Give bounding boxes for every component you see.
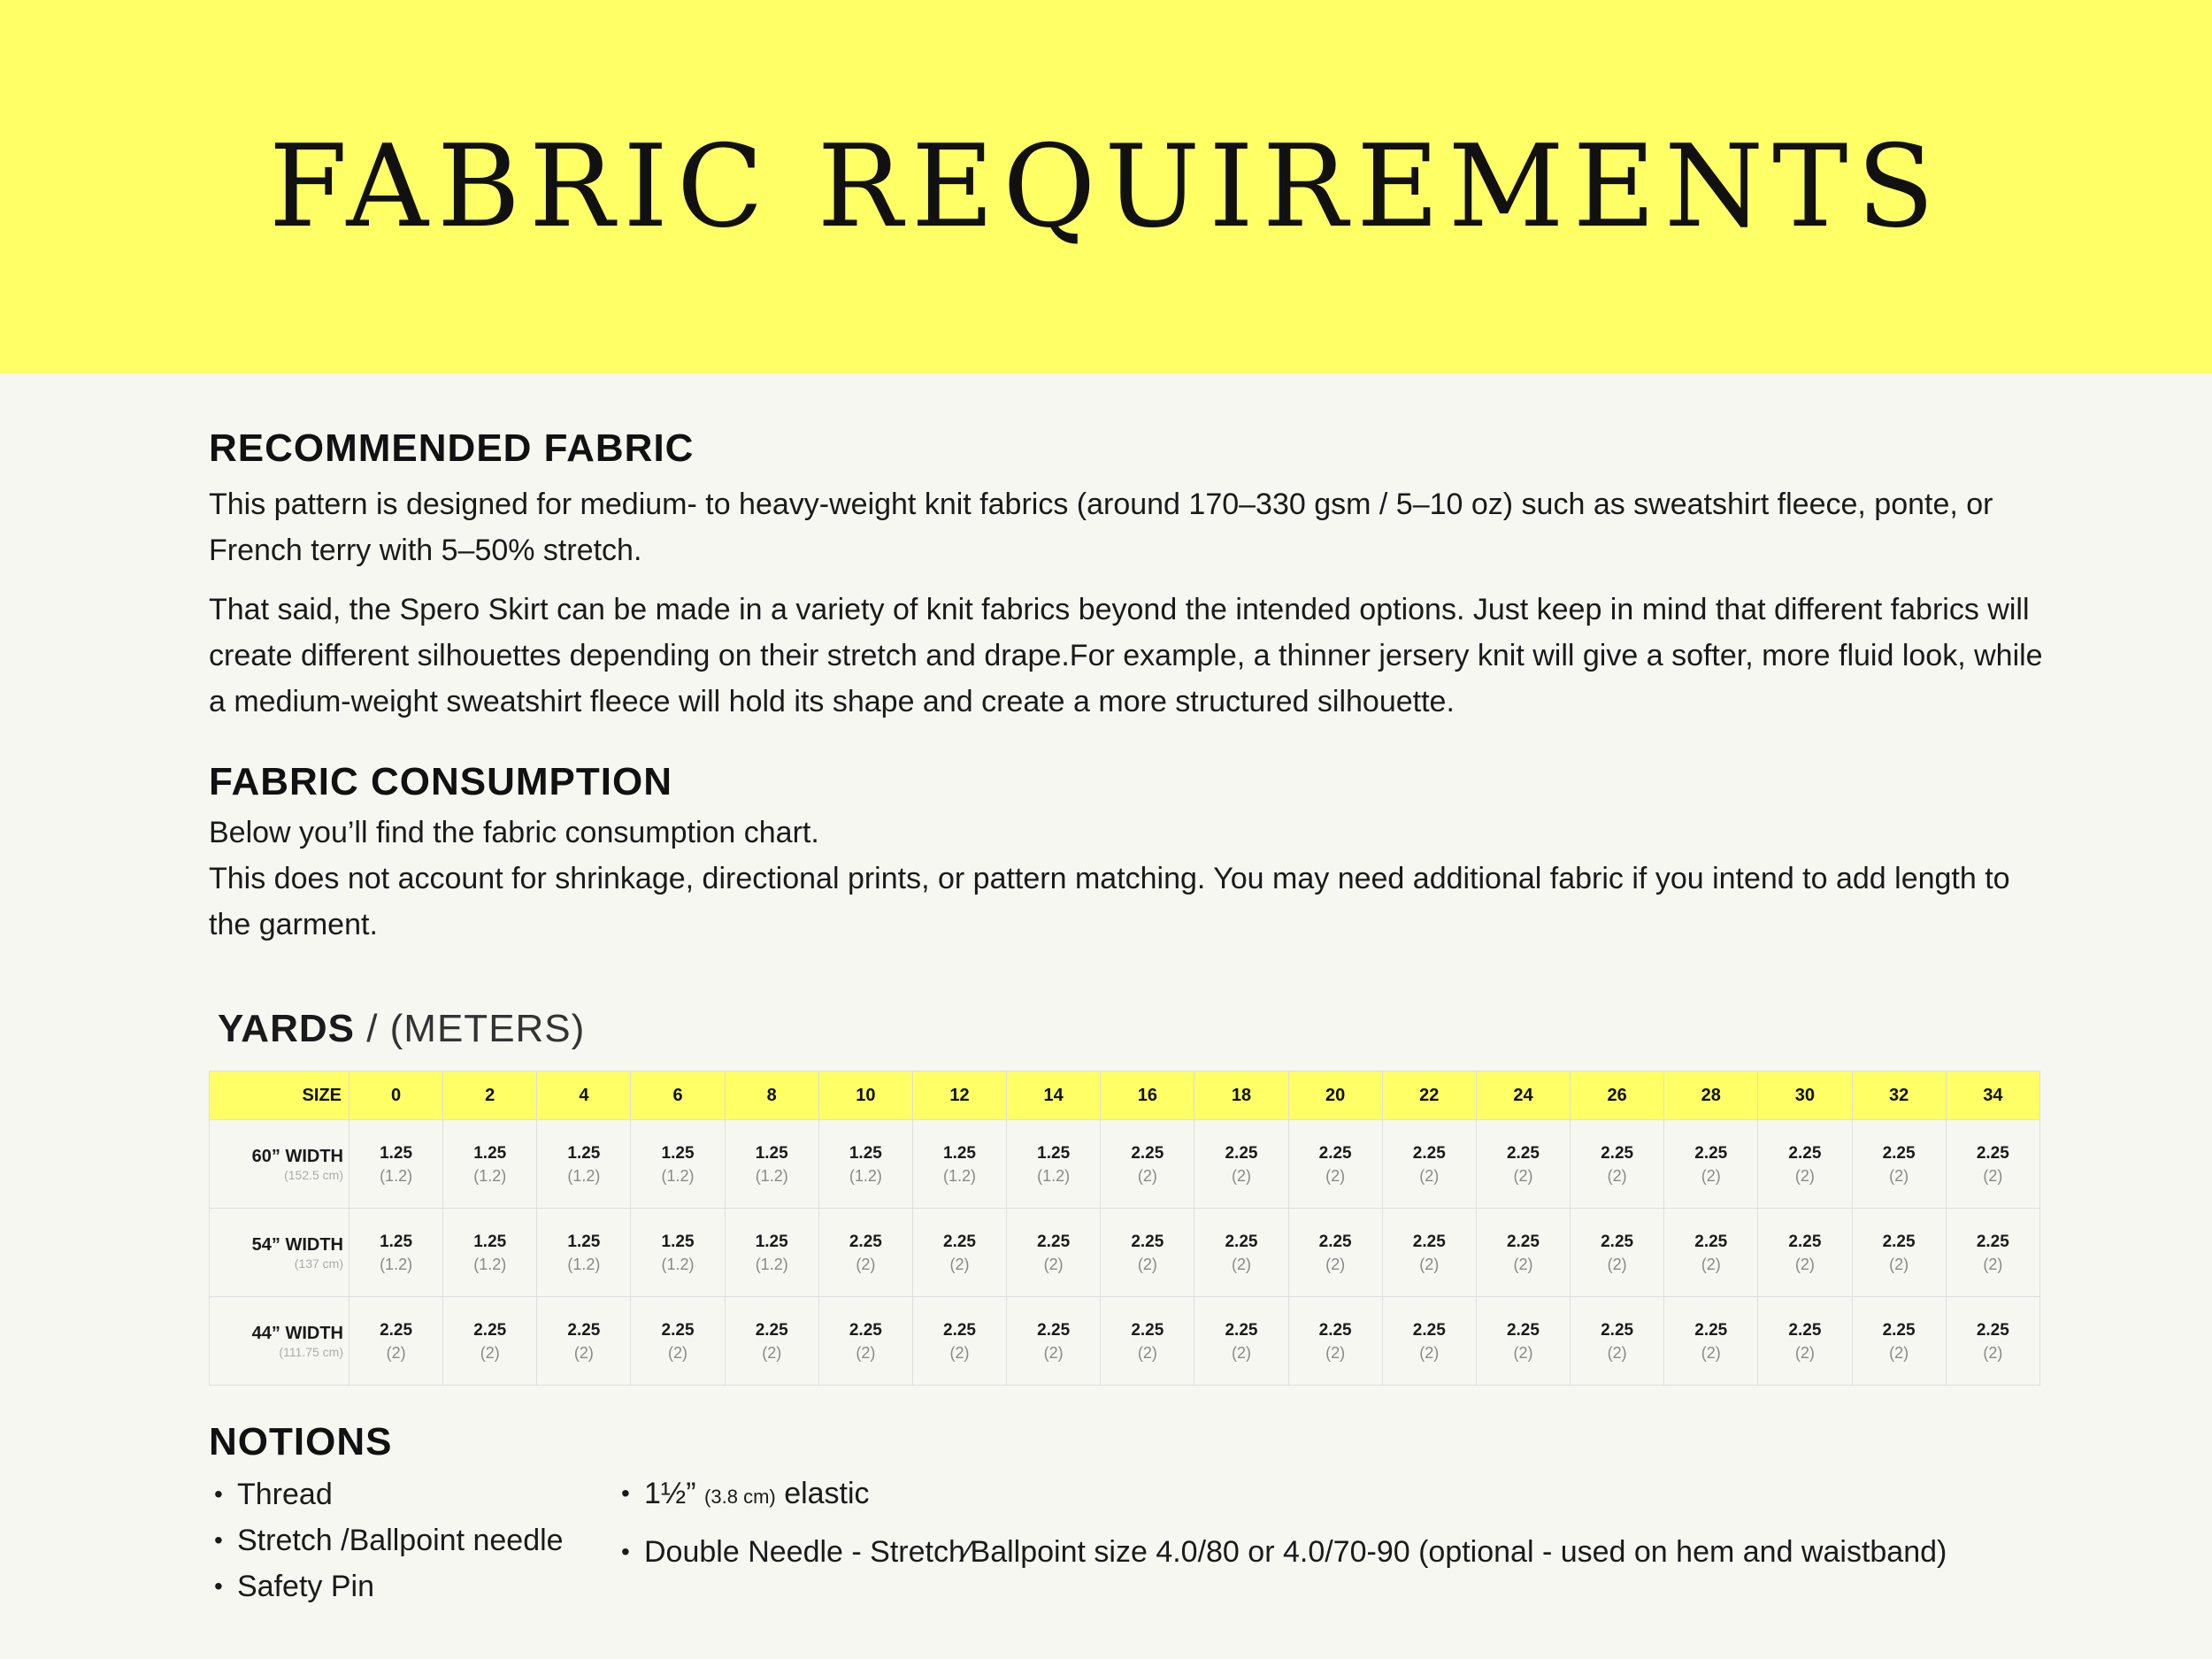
table-cell — [912, 1120, 1006, 1209]
table-cell — [725, 1120, 818, 1209]
width-label: 60” WIDTH — [251, 1146, 343, 1166]
table-cell — [1288, 1297, 1382, 1386]
size-column-header: 32 — [1852, 1071, 1946, 1120]
row-label — [210, 1297, 349, 1386]
notions-heading: NOTIONS — [209, 1420, 393, 1463]
chart-heading-meters: / (METERS) — [354, 1007, 586, 1050]
yards-value: 2.25 — [1601, 1320, 1634, 1340]
recommended-fabric-section — [209, 426, 2049, 725]
meters-value: (2) — [1983, 1343, 2003, 1362]
meters-value: (1.2) — [849, 1166, 882, 1185]
table-cell — [1946, 1297, 2039, 1386]
size-column-header: 6 — [631, 1071, 725, 1120]
yards-value: 2.25 — [1976, 1232, 2009, 1251]
table-cell — [818, 1120, 912, 1209]
yards-value: 1.25 — [473, 1143, 507, 1163]
yards-value: 2.25 — [1694, 1232, 1728, 1251]
table-cell — [1194, 1297, 1288, 1386]
meters-value: (1.2) — [943, 1166, 977, 1185]
meters-value: (1.2) — [473, 1255, 507, 1273]
consumption-line-2: This does not account for shrinkage, directional prints, or pattern matching. You may need additional fabric if you intend to add length to the garment. — [209, 862, 2010, 941]
table-cell — [537, 1209, 631, 1297]
size-header: SIZE — [210, 1071, 349, 1120]
elastic-size: 1½” — [644, 1477, 696, 1510]
table-cell — [1852, 1297, 1946, 1386]
size-column-header: 18 — [1194, 1071, 1288, 1120]
table-row — [210, 1297, 2040, 1386]
meters-value: (2) — [1983, 1166, 2003, 1185]
meters-value: (2) — [1794, 1166, 1815, 1185]
meters-value: (2) — [386, 1343, 406, 1362]
table-cell — [349, 1120, 443, 1209]
meters-value: (2) — [1419, 1255, 1440, 1273]
yards-value: 1.25 — [567, 1232, 601, 1251]
meters-value: (2) — [1607, 1166, 1627, 1185]
table-cell — [1476, 1209, 1570, 1297]
notions-section — [209, 1420, 2067, 1609]
yards-value: 2.25 — [473, 1320, 507, 1340]
table-cell — [1476, 1297, 1570, 1386]
table-cell — [1007, 1209, 1101, 1297]
meters-value: (2) — [1889, 1255, 1909, 1273]
yards-value: 2.25 — [1131, 1232, 1164, 1251]
yards-value: 1.25 — [473, 1232, 507, 1251]
width-label: 54” WIDTH — [251, 1234, 343, 1255]
meters-value: (2) — [1513, 1166, 1533, 1185]
notions-left-column — [209, 1471, 616, 1609]
fabric-consumption-heading: FABRIC CONSUMPTION — [209, 760, 672, 803]
table-row — [210, 1209, 2040, 1297]
table-cell — [1194, 1120, 1288, 1209]
yards-value: 1.25 — [567, 1143, 601, 1163]
size-column-header: 12 — [912, 1071, 1006, 1120]
size-column-header: 28 — [1664, 1071, 1758, 1120]
meters-value: (1.2) — [567, 1166, 601, 1185]
yards-value: 2.25 — [1601, 1232, 1634, 1251]
meters-value: (2) — [1137, 1343, 1157, 1362]
table-cell — [1852, 1209, 1946, 1297]
table-cell — [1382, 1209, 1476, 1297]
size-column-header: 34 — [1946, 1071, 2039, 1120]
yards-value: 2.25 — [1882, 1143, 1916, 1163]
meters-value: (2) — [762, 1343, 782, 1362]
table-cell — [349, 1297, 443, 1386]
page-title: FABRIC REQUIREMENTS — [268, 120, 1944, 253]
table-cell — [537, 1120, 631, 1209]
size-column-header: 2 — [443, 1071, 537, 1120]
yards-value: 2.25 — [1506, 1143, 1540, 1163]
meters-value: (1.2) — [661, 1166, 695, 1185]
yards-value: 2.25 — [849, 1232, 882, 1251]
table-cell — [818, 1297, 912, 1386]
yards-value: 2.25 — [1412, 1320, 1446, 1340]
table-cell — [349, 1209, 443, 1297]
meters-value: (2) — [1701, 1166, 1721, 1185]
table-cell — [631, 1209, 725, 1297]
meters-value: (2) — [1983, 1255, 2003, 1273]
yards-value: 1.25 — [380, 1143, 413, 1163]
meters-value: (2) — [1701, 1255, 1721, 1273]
elastic-label: elastic — [784, 1477, 870, 1510]
fabric-consumption-table — [209, 1071, 2040, 1386]
meters-value: (2) — [1325, 1343, 1346, 1362]
main-content — [209, 426, 2049, 948]
meters-value: (2) — [856, 1255, 876, 1273]
table-cell — [1852, 1120, 1946, 1209]
table-cell — [1571, 1209, 1664, 1297]
yards-value: 2.25 — [380, 1320, 413, 1340]
recommended-paragraph-1: This pattern is designed for medium- to heavy-weight knit fabrics (around 170–330 gsm / 5–10 oz) such as sweatshirt fleece, ponte, or French terry with 5–50% stretch. — [209, 488, 1993, 567]
width-cm-label: (152.5 cm) — [284, 1167, 343, 1182]
row-label — [210, 1209, 349, 1297]
yards-value: 2.25 — [1976, 1143, 2009, 1163]
yards-value: 2.25 — [1882, 1232, 1916, 1251]
yards-value: 2.25 — [1412, 1143, 1446, 1163]
size-column-header: 26 — [1571, 1071, 1664, 1120]
yards-value: 1.25 — [755, 1232, 788, 1251]
yards-value: 2.25 — [1976, 1320, 2009, 1340]
table-cell — [1101, 1120, 1194, 1209]
chart-heading-yards: YARDS — [218, 1007, 355, 1050]
table-cell — [631, 1120, 725, 1209]
table-cell — [443, 1297, 537, 1386]
yards-value: 2.25 — [1131, 1320, 1164, 1340]
yards-value: 1.25 — [661, 1143, 695, 1163]
yards-value: 2.25 — [1225, 1232, 1258, 1251]
meters-value: (2) — [1419, 1166, 1440, 1185]
meters-value: (2) — [668, 1343, 688, 1362]
chart-heading — [218, 1007, 585, 1051]
table-cell — [1571, 1297, 1664, 1386]
yards-value: 2.25 — [1506, 1320, 1540, 1340]
meters-value: (2) — [1325, 1166, 1346, 1185]
table-cell — [1288, 1209, 1382, 1297]
meters-value: (2) — [1043, 1255, 1064, 1273]
table-cell — [631, 1297, 725, 1386]
yards-value: 2.25 — [1318, 1232, 1352, 1251]
meters-value: (2) — [1889, 1166, 1909, 1185]
table-cell — [1946, 1209, 2039, 1297]
size-column-header: 24 — [1476, 1071, 1570, 1120]
meters-value: (2) — [1137, 1166, 1157, 1185]
width-cm-label: (111.75 cm) — [279, 1344, 343, 1359]
yards-value: 2.25 — [1788, 1232, 1822, 1251]
meters-value: (2) — [1419, 1343, 1440, 1362]
notion-item: • Thread — [209, 1471, 616, 1517]
elastic-cm: (3.8 cm) — [704, 1486, 776, 1508]
meters-value: (2) — [1607, 1343, 1627, 1362]
meters-value: (2) — [1607, 1255, 1627, 1273]
meters-value: (2) — [1794, 1343, 1815, 1362]
yards-value: 1.25 — [380, 1232, 413, 1251]
width-label: 44” WIDTH — [251, 1323, 343, 1343]
size-column-header: 22 — [1382, 1071, 1476, 1120]
table-cell — [912, 1209, 1006, 1297]
table-cell — [1382, 1297, 1476, 1386]
yards-value: 2.25 — [1882, 1320, 1916, 1340]
table-cell — [1664, 1297, 1758, 1386]
yards-value: 2.25 — [1506, 1232, 1540, 1251]
yards-value: 2.25 — [567, 1320, 601, 1340]
table-cell — [725, 1297, 818, 1386]
meters-value: (1.2) — [380, 1166, 413, 1185]
table-cell — [1946, 1120, 2039, 1209]
table-header-row — [210, 1071, 2040, 1120]
table-cell — [1101, 1297, 1194, 1386]
yards-value: 2.25 — [849, 1320, 882, 1340]
meters-value: (2) — [1137, 1255, 1157, 1273]
table-cell — [1288, 1120, 1382, 1209]
yards-value: 2.25 — [1037, 1232, 1071, 1251]
table-cell — [1194, 1209, 1288, 1297]
yards-value: 2.25 — [1037, 1320, 1071, 1340]
meters-value: (2) — [1513, 1255, 1533, 1273]
size-column-header: 4 — [537, 1071, 631, 1120]
meters-value: (2) — [1794, 1255, 1815, 1273]
consumption-line-1: Below you’ll find the fabric consumption chart. — [209, 816, 819, 849]
meters-value: (1.2) — [755, 1166, 788, 1185]
yards-value: 2.25 — [1225, 1320, 1258, 1340]
notions-right-column — [616, 1471, 1947, 1609]
yards-value: 2.25 — [1318, 1143, 1352, 1163]
yards-value: 2.25 — [661, 1320, 695, 1340]
yards-value: 2.25 — [1131, 1143, 1164, 1163]
meters-value: (2) — [1889, 1343, 1909, 1362]
notion-item: • Safety Pin — [209, 1563, 616, 1609]
recommended-fabric-heading: RECOMMENDED FABRIC — [209, 426, 695, 470]
fabric-consumption-section — [209, 760, 2049, 948]
row-label — [210, 1120, 349, 1209]
yards-value: 2.25 — [1788, 1320, 1822, 1340]
meters-value: (2) — [1325, 1255, 1346, 1273]
table-cell — [1758, 1297, 1852, 1386]
table-cell — [1007, 1120, 1101, 1209]
meters-value: (2) — [480, 1343, 500, 1362]
table-cell — [1664, 1209, 1758, 1297]
yards-value: 1.25 — [661, 1232, 695, 1251]
meters-value: (2) — [856, 1343, 876, 1362]
yards-value: 1.25 — [849, 1143, 882, 1163]
meters-value: (2) — [1231, 1343, 1251, 1362]
table-cell — [1382, 1120, 1476, 1209]
notion-item-double-needle: • Double Needle - Stretch⁄Ballpoint size 4.0/80 or 4.0/70-90 (optional - used on hem and waistband) — [616, 1525, 1947, 1579]
table-cell — [1007, 1297, 1101, 1386]
table-cell — [1101, 1209, 1194, 1297]
title-banner — [0, 0, 2212, 373]
meters-value: (1.2) — [661, 1255, 695, 1273]
meters-value: (1.2) — [380, 1255, 413, 1273]
yards-value: 1.25 — [943, 1143, 976, 1163]
table-cell — [725, 1209, 818, 1297]
yards-value: 2.25 — [1788, 1143, 1822, 1163]
yards-value: 1.25 — [755, 1143, 788, 1163]
meters-value: (2) — [1231, 1255, 1251, 1273]
meters-value: (2) — [949, 1255, 970, 1273]
table-cell — [443, 1120, 537, 1209]
table-cell — [1571, 1120, 1664, 1209]
yards-value: 2.25 — [1225, 1143, 1258, 1163]
meters-value: (2) — [949, 1343, 970, 1362]
meters-value: (1.2) — [1037, 1166, 1071, 1185]
size-column-header: 20 — [1288, 1071, 1382, 1120]
yards-value: 2.25 — [1412, 1232, 1446, 1251]
size-column-header: 10 — [818, 1071, 912, 1120]
table-cell — [1758, 1209, 1852, 1297]
size-column-header: 14 — [1007, 1071, 1101, 1120]
yards-value: 2.25 — [1694, 1143, 1728, 1163]
yards-value: 1.25 — [1037, 1143, 1071, 1163]
meters-value: (2) — [1231, 1166, 1251, 1185]
size-column-header: 16 — [1101, 1071, 1194, 1120]
meters-value: (2) — [573, 1343, 594, 1362]
meters-value: (2) — [1513, 1343, 1533, 1362]
meters-value: (2) — [1043, 1343, 1064, 1362]
size-column-header: 30 — [1758, 1071, 1852, 1120]
yards-value: 2.25 — [755, 1320, 788, 1340]
size-column-header: 8 — [725, 1071, 818, 1120]
meters-value: (2) — [1701, 1343, 1721, 1362]
yards-value: 2.25 — [1601, 1143, 1634, 1163]
table-row — [210, 1120, 2040, 1209]
meters-value: (1.2) — [755, 1255, 788, 1273]
yards-value: 2.25 — [1318, 1320, 1352, 1340]
meters-value: (1.2) — [473, 1166, 507, 1185]
notion-item-elastic — [616, 1466, 1947, 1525]
yards-value: 2.25 — [943, 1320, 976, 1340]
meters-value: (1.2) — [567, 1255, 601, 1273]
recommended-paragraph-2: That said, the Spero Skirt can be made in a variety of knit fabrics beyond the intended options. Just keep in mind that different fabrics will create different silhouettes depending on their stretch and drape.For example, a thinner jersery knit will give a softer, more fluid look, while a medium-weight sweatshirt fleece will hold its shape and create a more structured silhouette. — [209, 593, 2043, 718]
table-cell — [818, 1209, 912, 1297]
size-column-header: 0 — [349, 1071, 443, 1120]
table-cell — [1476, 1120, 1570, 1209]
width-cm-label: (137 cm) — [294, 1256, 343, 1271]
notion-item: • Stretch /Ballpoint needle — [209, 1517, 616, 1563]
table-cell — [1664, 1120, 1758, 1209]
table-cell — [1758, 1120, 1852, 1209]
yards-value: 2.25 — [1694, 1320, 1728, 1340]
table-cell — [443, 1209, 537, 1297]
table-cell — [912, 1297, 1006, 1386]
yards-value: 2.25 — [943, 1232, 976, 1251]
table-cell — [537, 1297, 631, 1386]
